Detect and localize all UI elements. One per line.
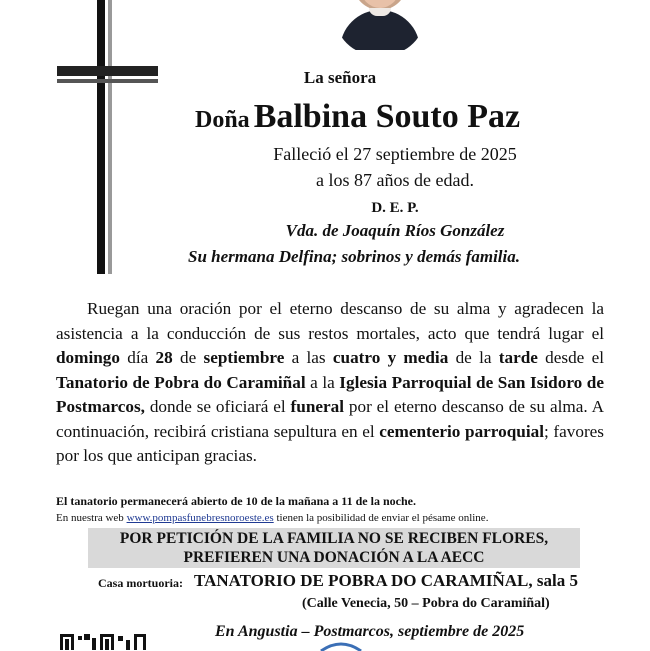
casa-mortuoria: TANATORIO DE POBRA DO CARAMIÑAL, sala 5 <box>194 571 578 590</box>
death-date: Falleció el 27 septiembre de 2025 <box>273 144 517 164</box>
deceased-name <box>195 98 520 136</box>
banner-line-1: POR PETICIÓN DE LA FAMILIA NO SE RECIBEN FLORES, <box>119 530 549 547</box>
casa-address: (Calle Venecia, 50 – Pobra do Caramiñal) <box>302 596 550 611</box>
casa-label: Casa mortuoria: <box>98 576 183 590</box>
cross-vertical-bar <box>97 0 105 274</box>
qr-code-icon <box>60 634 146 650</box>
death-age: a los 87 años de edad. <box>316 170 474 190</box>
ceremony-paragraph: Ruegan una oración por el eterno descanso de su alma y agradecen la asistencia a la conducción de sus restos mortales, acto que tendrá lugar el domingo día 28 de septiembre a las cuatro y media de la tarde desde el Tanatorio de Pobra do Caramiñal a la Iglesia Parroquial de San Isidoro de Postmarcos, donde se oficiará el funeral por el eterno descanso de su alma. A continuación, recibirá cristiana sepultura en el cementerio parroquial; favores por los que anticipan gracias. <box>56 299 604 465</box>
deceased-title: Doña <box>195 107 250 133</box>
deceased-photo <box>335 0 425 55</box>
family-line: Su hermana Delfina; sobrinos y demás familia. <box>188 247 521 266</box>
deceased-full-name: Balbina Souto Paz <box>253 98 521 135</box>
widow-line: Vda. de Joaquín Ríos González <box>285 221 505 240</box>
cross-shadow <box>108 0 112 274</box>
footer-place-date: En Angustia – Postmarcos, septiembre de 2025 <box>215 623 525 640</box>
banner-line-2: PREFIEREN UNA DONACIÓN A LA AECC <box>183 549 485 566</box>
web-note: En nuestra web www.pompasfunebresnoroeste.es tienen la posibilidad de enviar el pésame online. <box>56 512 489 524</box>
website-link[interactable]: www.pompasfunebresnoroeste.es <box>126 512 274 524</box>
flowers-banner <box>88 528 580 568</box>
honorific-line: La señora <box>303 68 377 87</box>
hours-note: El tanatorio permanecerá abierto de 10 de la mañana a 11 de la noche. <box>56 494 416 508</box>
dep-line: D. E. P. <box>371 200 419 216</box>
